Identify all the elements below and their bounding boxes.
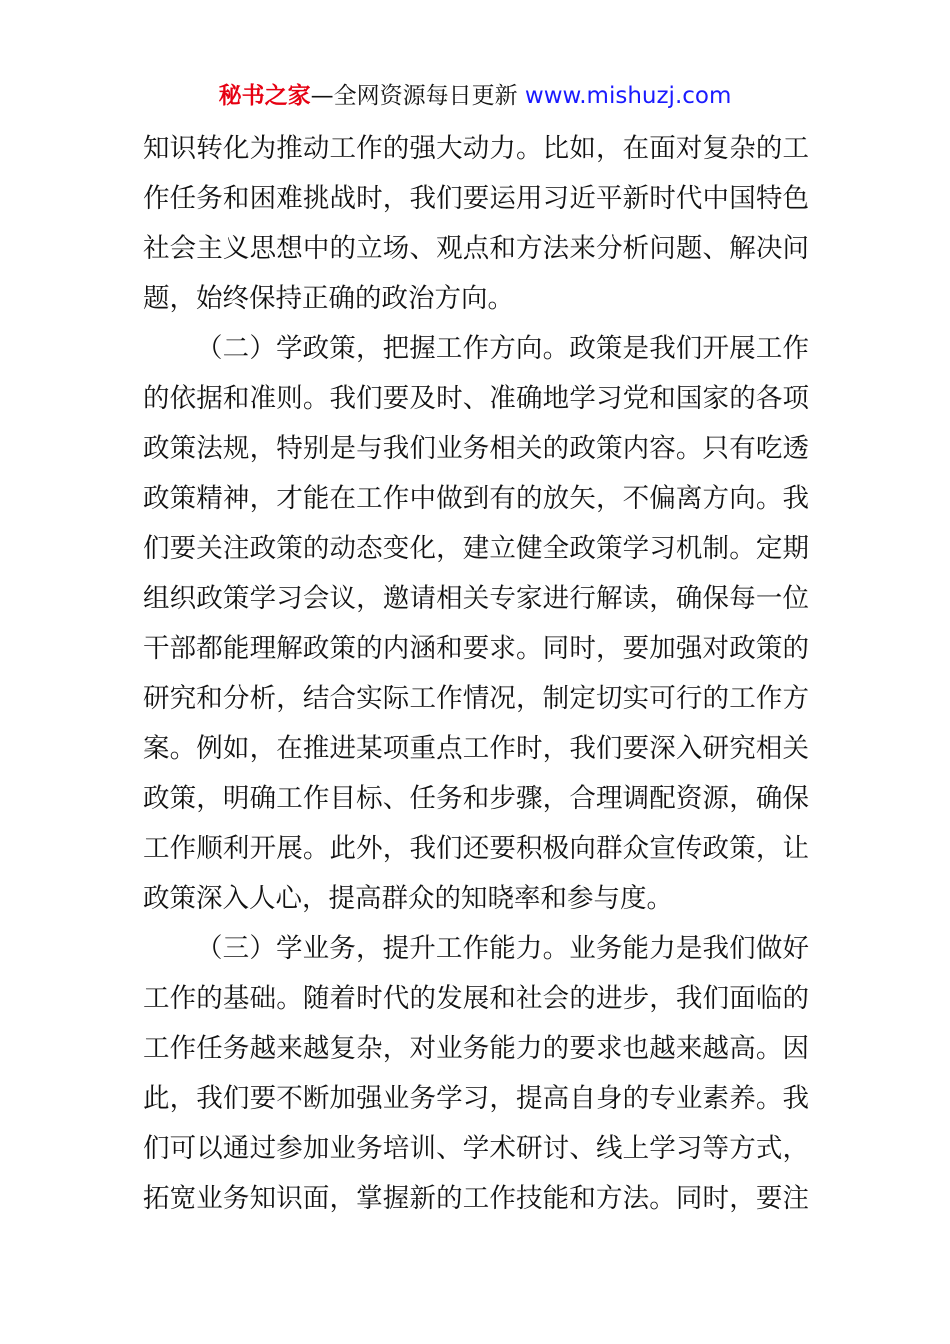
text-line: 工作任务越来越复杂，对业务能力的要求也越来越高。因 bbox=[143, 1033, 809, 1064]
header-tagline: —全网资源每日更新 bbox=[310, 83, 525, 109]
text-line: 组织政策学习会议，邀请相关专家进行解读，确保每一位 bbox=[143, 583, 809, 614]
text-line: 题，始终保持正确的政治方向。 bbox=[143, 283, 514, 314]
section-heading-line: （二）学政策，把握工作方向。政策是我们开展工作 bbox=[196, 333, 809, 364]
text-line: 干部都能理解政策的内涵和要求。同时，要加强对政策的 bbox=[143, 633, 809, 664]
section-heading-line: （三）学业务，提升工作能力。业务能力是我们做好 bbox=[196, 933, 809, 964]
text-line: 此，我们要不断加强业务学习，提高自身的专业素养。我 bbox=[143, 1083, 809, 1114]
brand-name: 秘书之家 bbox=[218, 83, 311, 109]
text-line: 案。例如，在推进某项重点工作时，我们要深入研究相关 bbox=[143, 733, 809, 764]
text-line: 政策，明确工作目标、任务和步骤，合理调配资源，确保 bbox=[143, 783, 809, 814]
text-line: 们要关注政策的动态变化，建立健全政策学习机制。定期 bbox=[143, 533, 809, 564]
text-line: 们可以通过参加业务培训、学术研讨、线上学习等方式， bbox=[143, 1133, 809, 1164]
text-line: 拓宽业务知识面，掌握新的工作技能和方法。同时，要注 bbox=[143, 1183, 809, 1214]
text-line: 的依据和准则。我们要及时、准确地学习党和国家的各项 bbox=[143, 383, 809, 414]
site-url-link[interactable]: www.mishuzj.com bbox=[524, 83, 732, 109]
text-line: 知识转化为推动工作的强大动力。比如，在面对复杂的工 bbox=[143, 133, 809, 164]
text-line: 政策深入人心，提高群众的知晓率和参与度。 bbox=[143, 883, 673, 914]
text-line: 研究和分析，结合实际工作情况，制定切实可行的工作方 bbox=[143, 683, 809, 714]
text-line: 社会主义思想中的立场、观点和方法来分析问题、解决问 bbox=[143, 233, 809, 264]
text-line: 工作的基础。随着时代的发展和社会的进步，我们面临的 bbox=[143, 983, 809, 1014]
text-line: 政策精神，才能在工作中做到有的放矢，不偏离方向。我 bbox=[143, 483, 809, 514]
page-header bbox=[0, 80, 950, 112]
text-line: 工作顺利开展。此外，我们还要积极向群众宣传政策，让 bbox=[143, 833, 809, 864]
document-body bbox=[143, 124, 809, 1224]
text-line: 作任务和困难挑战时，我们要运用习近平新时代中国特色 bbox=[143, 183, 809, 214]
text-line: 政策法规，特别是与我们业务相关的政策内容。只有吃透 bbox=[143, 433, 809, 464]
